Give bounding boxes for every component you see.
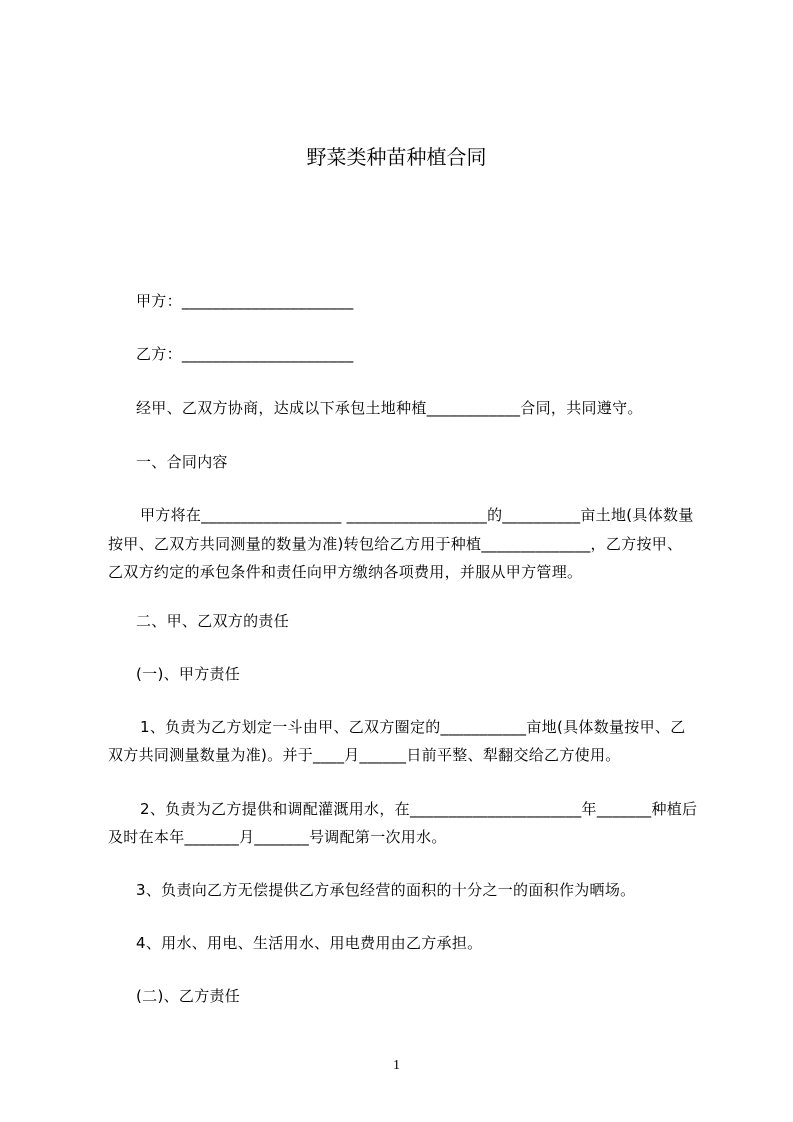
intro-paragraph: 经甲、乙双方协商，达成以下承包土地种植____________合同，共同遵守。 — [136, 399, 643, 417]
page-title: 野菜类种苗种植合同 — [306, 145, 487, 169]
party-a-line: 甲方：______________________ — [136, 292, 354, 310]
item2-line1: 2、负责为乙方提供和调配灌溉用水，在______________________年_______种植后 — [140, 800, 698, 818]
item1-line1: 1、负责为乙方划定一斗由甲、乙双方圈定的___________亩地(具体数量按甲、乙 — [140, 718, 686, 736]
item4-line: 4、用水、用电、生活用水、用电费用由乙方承担。 — [136, 934, 483, 952]
subsection2-heading: (二)、乙方责任 — [136, 987, 241, 1005]
section2-heading: 二、甲、乙双方的责任 — [136, 612, 290, 630]
subsection1-heading: (一)、甲方责任 — [136, 665, 241, 683]
party-b-line: 乙方：______________________ — [136, 345, 354, 363]
item2-line2: 及时在本年_______月_______号调配第一次用水。 — [108, 828, 447, 846]
section1-paragraph-line1: 甲方将在__________________ __________________的__________亩土地(具体数量 — [140, 506, 694, 524]
item1-line2: 双方共同测量数量为准)。并于____月______日前平整、犁翻交给乙方使用。 — [108, 746, 621, 764]
page-number: 1 — [393, 1058, 400, 1073]
item3-line: 3、负责向乙方无偿提供乙方承包经营的面积的十分之一的面积作为晒场。 — [136, 881, 636, 899]
section1-paragraph-line2: 按甲、乙双方共同测量的数量为准)转包给乙方用于种植______________，乙方按甲、 — [108, 535, 683, 553]
section1-paragraph-line3: 乙双方约定的承包条件和责任向甲方缴纳各项费用，并服从甲方管理。 — [108, 563, 583, 581]
section1-heading: 一、合同内容 — [136, 453, 228, 471]
